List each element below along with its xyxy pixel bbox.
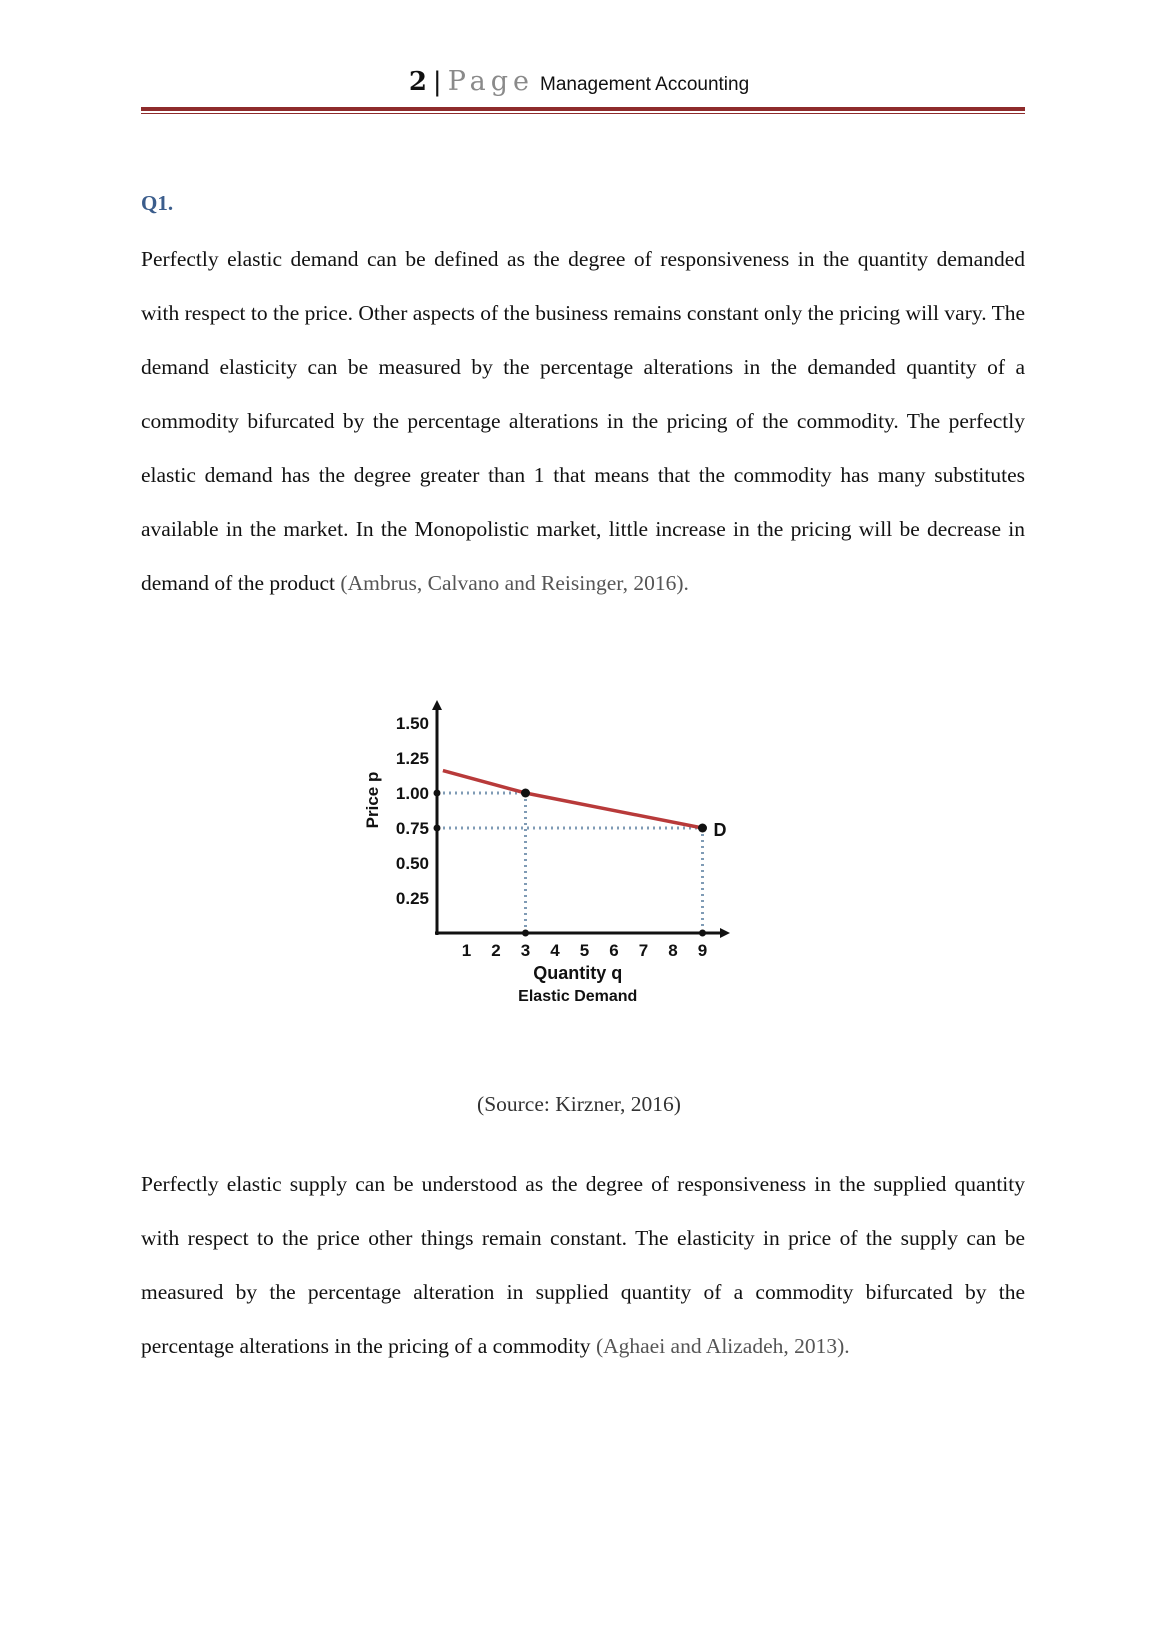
paragraph-supply-text: Perfectly elastic supply can be understood as the degree of responsiveness in the supplied quantity with respect to the price other things remain constant. The elasticity in price of the supply can be measured by the percentage alteration in supplied quantity of a commodity bifurcated by the percentage alterations in the pricing of a commodity xyxy=(141,1172,1025,1358)
y-tick-labels xyxy=(396,714,429,908)
demand-point xyxy=(521,789,530,798)
y-axis-point xyxy=(434,825,441,832)
header-separator: | xyxy=(432,67,442,97)
x-tick-labels xyxy=(462,941,707,960)
figure-source: (Source: Kirzner, 2016) xyxy=(477,1092,681,1116)
guide-lines xyxy=(437,793,703,933)
section-heading: Q1. xyxy=(141,191,174,215)
chart-title: Elastic Demand xyxy=(518,988,638,1005)
citation-ambrus: (Ambrus, Calvano and Reisinger, 2016). xyxy=(340,571,689,595)
y-tick-label: 0.50 xyxy=(395,854,429,873)
y-axis-point xyxy=(434,790,441,797)
paragraph-supply xyxy=(141,1157,1025,1373)
x-tick-label: 6 xyxy=(609,941,619,960)
header-rule-thin xyxy=(141,113,1025,114)
page-number: 2 xyxy=(408,67,427,97)
demand-series xyxy=(434,771,708,937)
x-tick-label: 9 xyxy=(697,941,708,960)
x-axis-label: Quantity q xyxy=(533,963,623,983)
y-tick-label: 1.50 xyxy=(395,714,429,733)
document-title: Management Accounting xyxy=(540,74,750,95)
x-tick-label: 2 xyxy=(491,941,501,960)
y-tick-label: 1.25 xyxy=(395,749,429,768)
y-tick-label: 0.75 xyxy=(395,819,429,838)
header-rule-thick xyxy=(141,107,1025,111)
x-tick-label: 4 xyxy=(550,941,560,960)
demand-point xyxy=(698,824,707,833)
page-header xyxy=(0,66,1158,97)
x-axis-point xyxy=(699,930,706,937)
x-tick-label: 3 xyxy=(520,941,531,960)
paragraph-demand xyxy=(141,232,1025,610)
citation-aghaei: (Aghaei and Alizadeh, 2013). xyxy=(595,1334,850,1358)
x-tick-label: 1 xyxy=(461,941,472,960)
x-tick-label: 8 xyxy=(668,941,678,960)
demand-line xyxy=(443,771,703,828)
page-word: Page xyxy=(447,66,535,97)
elastic-demand-chart xyxy=(363,695,770,1055)
x-axis-point xyxy=(522,930,529,937)
demand-line-label: D xyxy=(713,820,727,840)
y-axis-label: Price p xyxy=(363,771,382,829)
x-tick-label: 7 xyxy=(638,941,649,960)
y-tick-label: 0.25 xyxy=(395,889,429,908)
y-tick-label: 1.00 xyxy=(395,784,429,803)
x-tick-label: 5 xyxy=(579,941,590,960)
paragraph-demand-text: Perfectly elastic demand can be defined as the degree of responsiveness in the quantity demanded with respect to the price. Other aspects of the business remains constant only the pricing will vary. The demand elasticity can be measured by the percentage alterations in the demanded quantity of a commodity bifurcated by the percentage alterations in the pricing of the commodity. The perfectly elastic demand has the degree greater than 1 that means that the commodity has many substitutes available in the market. In the Monopolistic market, little increase in the pricing will be decrease in demand of the product xyxy=(141,247,1025,595)
